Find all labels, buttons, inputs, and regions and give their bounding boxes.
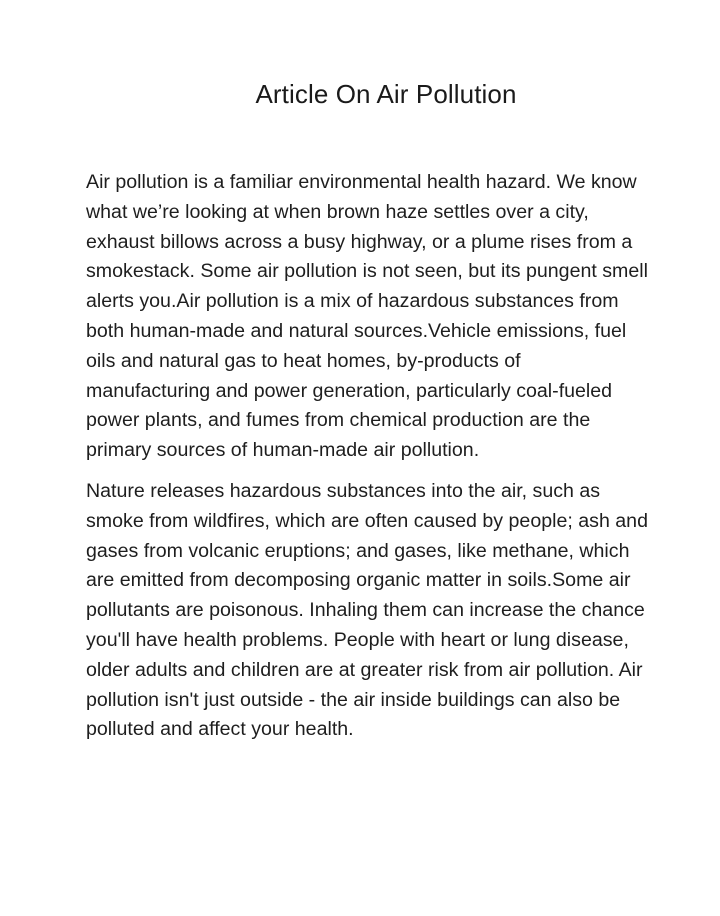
paragraph-1: Air pollution is a familiar environmental health hazard. We know what we’re looking at when brown haze settles over a city, exhaust billows across a busy highway, or a plume rises from a smokestack. Some air pollution is not seen, but its pungent smell alerts you.Air pollution is a mix of hazardous substances from both human-made and natural sources.Vehicle emissions, fuel oils and natural gas to heat homes, by-products of manufacturing and power generation, particularly coal-fueled power plants, and fumes from chemical production are the primary sources of human-made air pollution.	[86, 171, 648, 462]
article-body	[86, 168, 648, 745]
page-title: Article On Air Pollution	[255, 79, 517, 109]
paragraph-2: Nature releases hazardous substances into the air, such as smoke from wildfires, which are often caused by people; ash and gases from volcanic eruptions; and gases, like methane, which are emitted from decomposing organic matter in soils.Some air pollutants are poisonous. Inhaling them can increase the chance you'll have health problems. People with heart or lung disease, older adults and children are at greater risk from air pollution. Air pollution isn't just outside - the air inside buildings can also be polluted and affect your health.	[86, 479, 648, 741]
